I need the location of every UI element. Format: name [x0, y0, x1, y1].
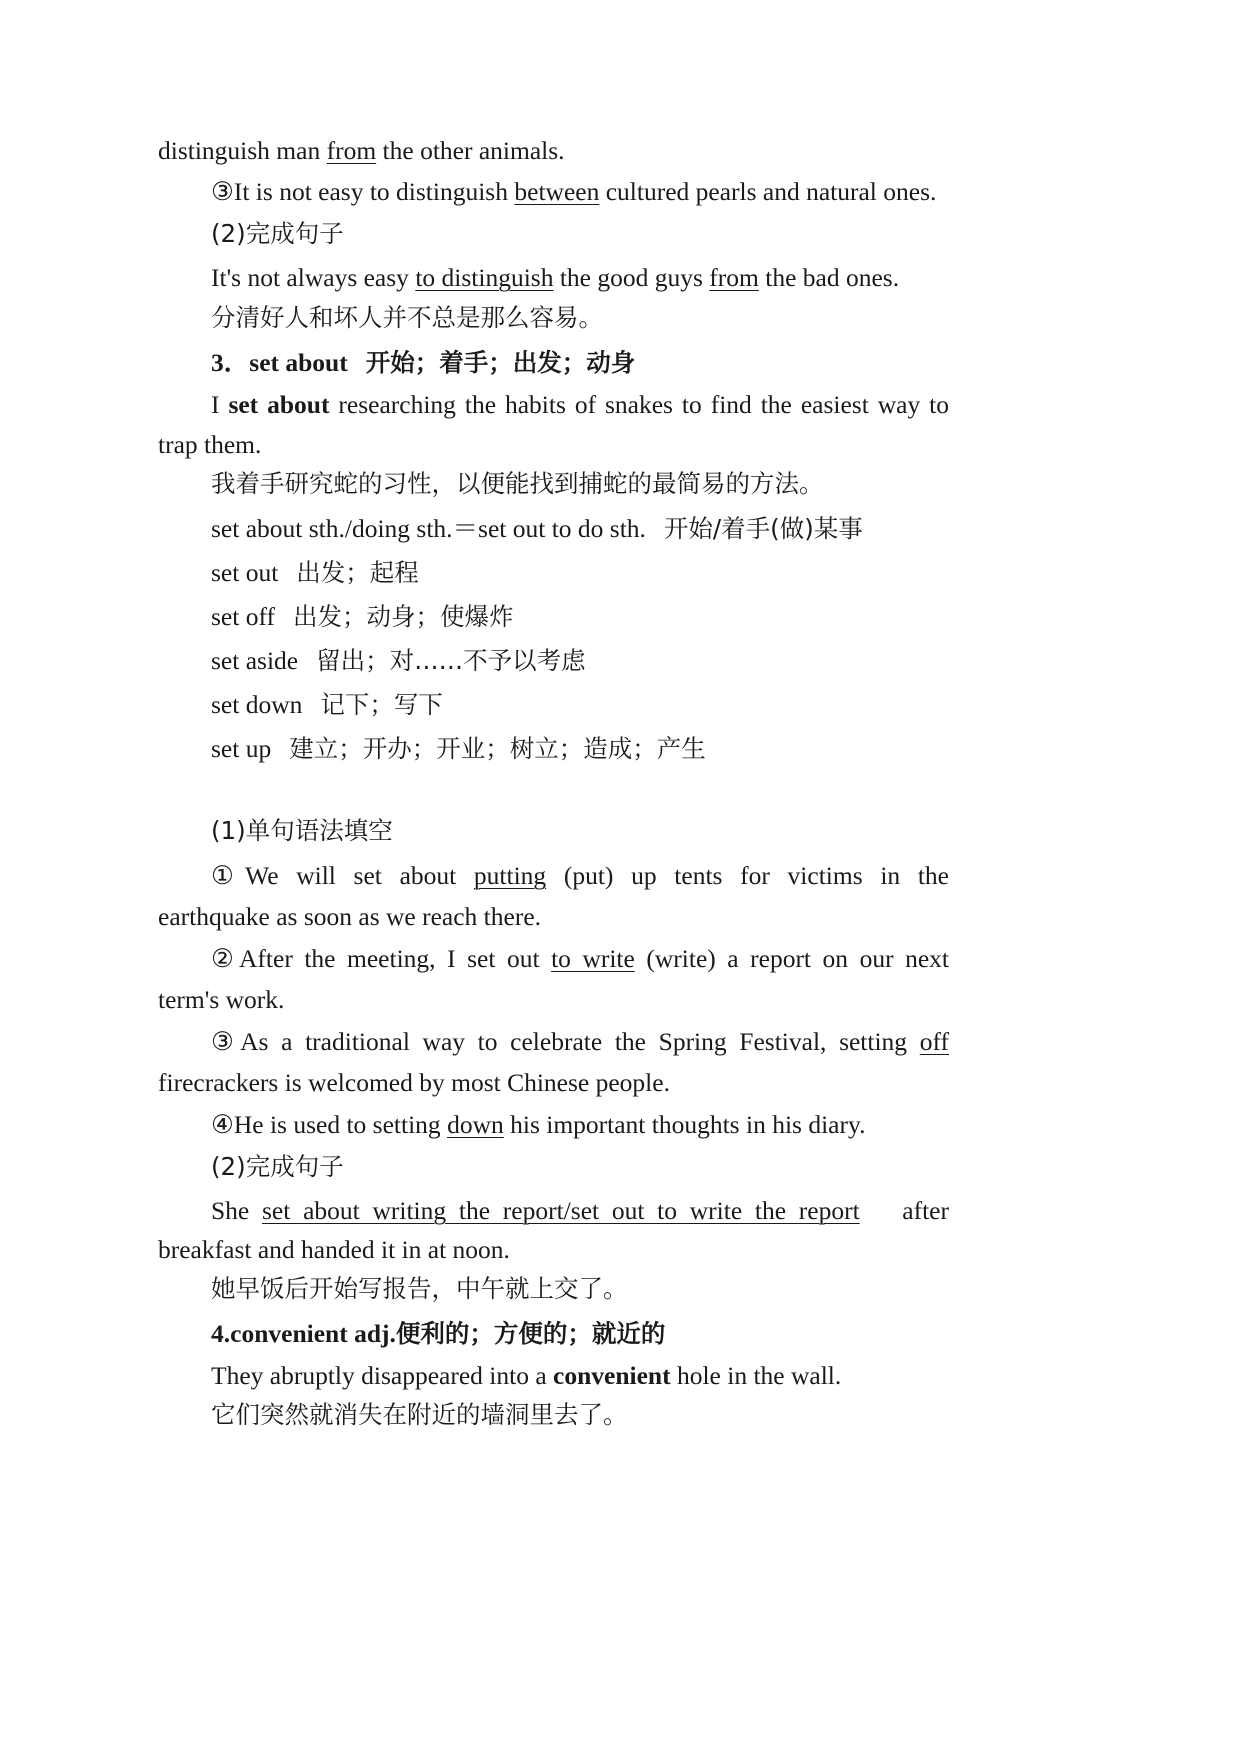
phrase-line: set up 建立；开办；开业；树立；造成；产生	[211, 734, 706, 763]
phrase-line: set out 出发；起程	[211, 558, 419, 587]
vocab-heading: 3．set about 开始；着手；出发；动身	[211, 348, 636, 377]
example-line: They abruptly disappeared into a convenient hole in the wall.	[211, 1361, 842, 1390]
exercise-line: ④He is used to setting down his important thoughts in his diary.	[211, 1110, 866, 1139]
section-heading: (2)完成句子	[211, 219, 344, 248]
translation-line: 我着手研究蛇的习性，以便能找到捕蛇的最简易的方法。	[211, 469, 824, 498]
text-line: distinguish man from the other animals.	[158, 136, 565, 165]
text-line: earthquake as soon as we reach there.	[158, 902, 542, 931]
text-line: breakfast and handed it in at noon.	[158, 1235, 510, 1264]
exercise-line: ①We will set about putting (put) up tents for victims in the	[211, 861, 949, 890]
phrase-line: set about sth./doing sth.＝set out to do sth. 开始/着手(做)某事	[211, 514, 863, 543]
text-line: term's work.	[158, 985, 285, 1014]
answer-blank: from	[709, 263, 759, 292]
translation-line: 她早饭后开始写报告，中午就上交了。	[211, 1274, 628, 1303]
answer-blank: from	[326, 136, 377, 165]
answer-blank: set about writing the report/set out to write the report	[262, 1196, 860, 1225]
phrase-line: set off 出发；动身；使爆炸	[211, 602, 514, 631]
answer-blank: to distinguish	[415, 263, 554, 292]
answer-blank: down	[447, 1110, 504, 1139]
text-line: It's not always easy to distinguish the good guys from the bad ones.	[211, 263, 900, 292]
text-line: firecrackers is welcomed by most Chinese people.	[158, 1068, 670, 1097]
section-heading: (1)单句语法填空	[211, 816, 393, 845]
exercise-line: ②After the meeting, I set out to write (write) a report on our next	[211, 944, 950, 973]
translation-line: 它们突然就消失在附近的墙洞里去了。	[211, 1400, 628, 1429]
phrase-line: set down 记下；写下	[211, 690, 443, 719]
answer-blank: to write	[551, 944, 635, 973]
text-line: ③It is not easy to distinguish between cultured pearls and natural ones.	[211, 177, 937, 206]
text-line: trap them.	[158, 430, 262, 459]
example-line: I set about researching the habits of snakes to find the easiest way to	[211, 390, 949, 419]
translation-line: 分清好人和坏人并不总是那么容易。	[211, 303, 603, 332]
exercise-line: ③As a traditional way to celebrate the Spring Festival, setting off	[211, 1027, 949, 1056]
answer-blank: off	[919, 1027, 949, 1056]
section-heading: (2)完成句子	[211, 1152, 344, 1181]
phrase-line: set aside 留出；对……不予以考虑	[211, 646, 586, 675]
answer-blank: between	[514, 177, 600, 206]
vocab-heading: 4.convenient adj.便利的；方便的；就近的	[211, 1319, 666, 1348]
answer-blank: putting	[473, 861, 547, 890]
exercise-line: She set about writing the report/set out to write the report after	[211, 1196, 949, 1225]
